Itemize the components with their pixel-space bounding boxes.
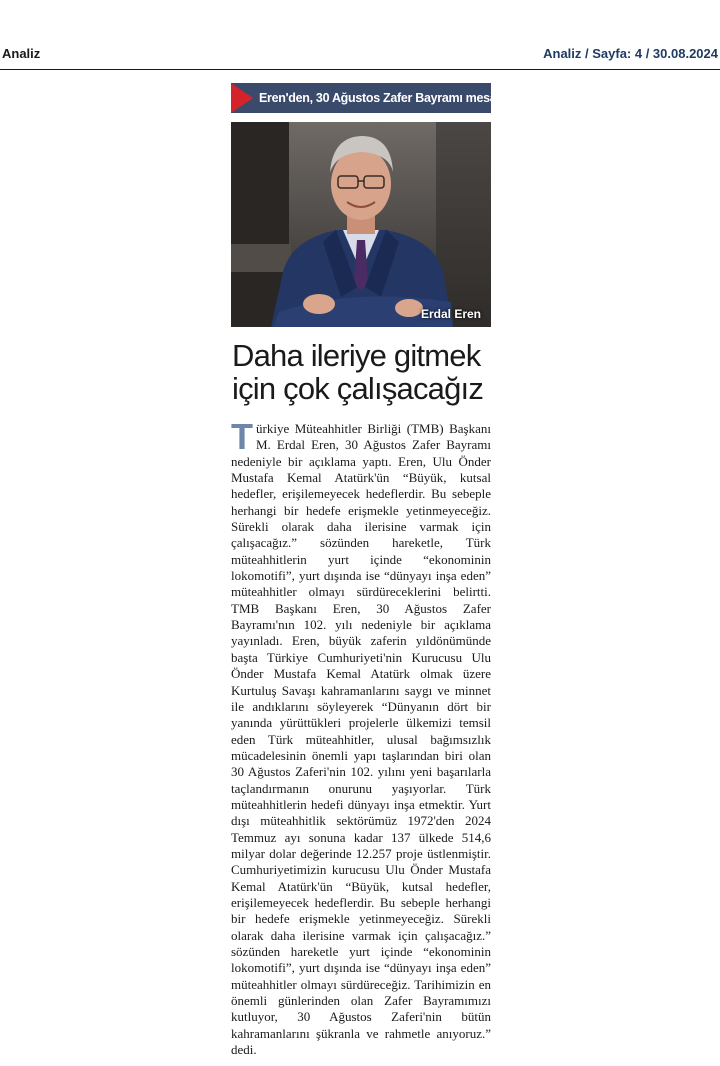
- portrait-photo: [231, 122, 491, 327]
- article-body: [231, 416, 491, 1058]
- page-meta: Analiz / Sayfa: 4 / 30.08.2024: [543, 46, 718, 61]
- page-header: [0, 0, 720, 70]
- photo-caption: Erdal Eren: [420, 307, 481, 321]
- drop-cap: T: [231, 416, 253, 457]
- article-headline: Daha ileriye gitmek için çok çalışacağız: [232, 338, 484, 406]
- section-label: Analiz: [2, 46, 41, 61]
- article-text: ürkiye Müteahhitler Birliği (TMB) Başkanı M. Erdal Eren, 30 Ağustos Zafer Bayramı nedeniyle bir açıklama yaptı. Eren, Ulu Önder Mustafa Kemal Atatürk'ün “Büyük, kutsal hedefler, erişilemeyecek hedeflerdir. Bu sebeple herhangi bir hedefe erişmekle yetinmeyeceğiz. Sürekli olarak daha ilerisine varmak için çalışacağız.” sözünden hareketle, Türk müteahhitlerin yurt içinde “ekonominin lokomotifi”, yurt dışında ise “dünyayı inşa eden” müteahhitler olmayı sürdüreceklerini belirtti. TMB Başkanı Eren, 30 Ağustos Zafer Bayramı'nın 102. yılı nedeniyle bir açıklama yayınladı. Eren, büyük zaferin yıldönümünde başta Türkiye Cumhuriyeti'nin Kurucusu Ulu Önder Mustafa Kemal Atatürk olmak üzere Kurtuluş Savaşı kahramanlarını saygı ve minnet ile andıklarını söyleyerek “Dünyanın dört bir yanında yürüttükleri projelerle ülkemizi temsil eden Türk müteahhitler, ulusal bağımsızlık mücadelesinin önemli yapı taşlarından biri olan 30 Ağustos Zaferi'nin 102. yılını yeni başarılarla taçlandırmanın onurunu yaşıyorlar. Türk müteahhitlerin hedefi dünyayı inşa etmektir. Yurt dışı müteahhitlik sektörümüz 1972'den 2024 Temmuz ayı sonuna kadar 137 ülkede 514,6 milyar dolar değerinde 12.257 proje üstlenmiştir. Cumhuriyetimizin kurucusu Ulu Önder Mustafa Kemal Atatürk'ün “Büyük, kutsal hedefler, erişilemeyecek hedeflerdir. Bu sebeple herhangi bir hedefe erişmekle yetinmeyeceğiz. Sürekli olarak daha ilerisine varmak için çalışacağız.” sözünden hareketle yurt içinde “ekonominin lokomotifi”, yurt dışında ise “dünyayı inşa eden” müteahhitler olmayı sürdüreceğiz. Tarihimizin en önemli günlerinden olan Zafer Bayramımızı kutluyor, 30 Ağustos Zaferi'nin bütün kahramanlarını şükranla ve rahmetle anıyoruz.” dedi.: [231, 421, 491, 1058]
- news-clipping: [231, 83, 503, 1058]
- red-arrow-icon: [231, 83, 253, 113]
- article-banner: [231, 83, 503, 113]
- banner-text: Eren'den, 30 Ağustos Zafer Bayramı mesajı: [259, 91, 503, 105]
- man-portrait-illustration: [231, 122, 491, 327]
